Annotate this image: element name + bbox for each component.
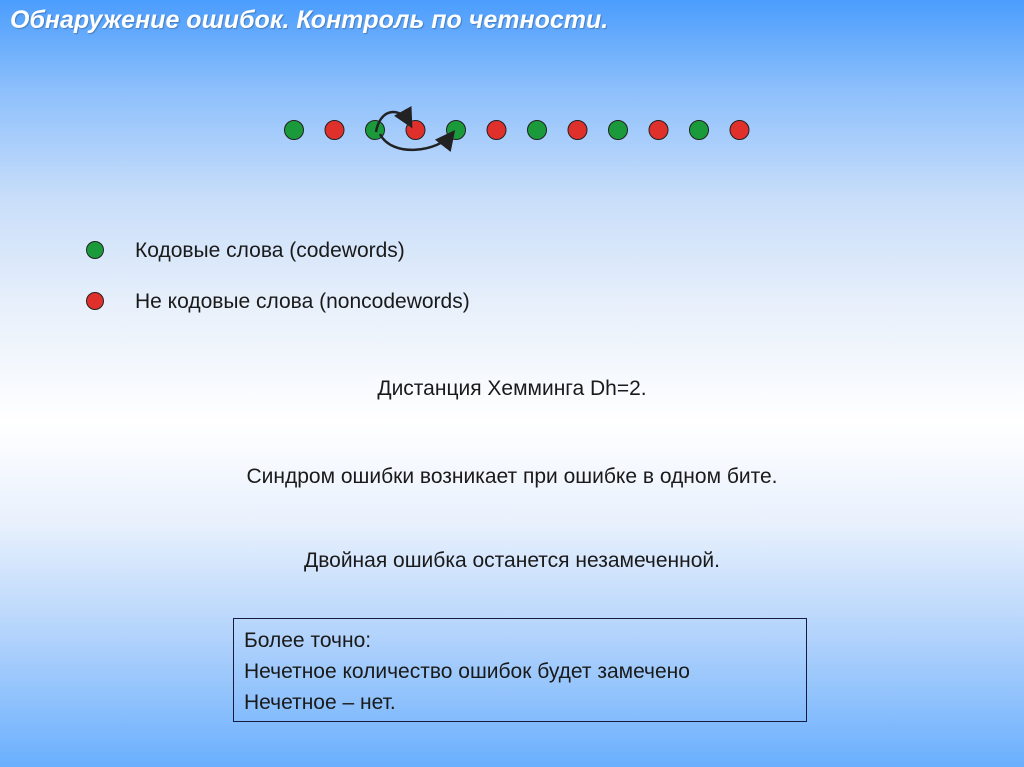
syndrome-text: Синдром ошибки возникает при ошибке в одном бите. [246, 465, 778, 488]
codeword-dot-diagram [0, 0, 1024, 200]
hamming-distance-text: Дистанция Хемминга Dh=2. [377, 377, 647, 400]
noncodeword-dot [649, 121, 668, 140]
note-line-3: Нечетное – нет. [244, 691, 396, 714]
note-line-2: Нечетное количество ошибок будет замечено [244, 660, 690, 683]
noncodeword-legend-label: Не кодовые слова (noncodewords) [135, 290, 470, 313]
double-error-text: Двойная ошибка останется незамеченной. [304, 549, 720, 572]
codeword-legend-dot [86, 241, 104, 259]
codeword-dot [285, 121, 304, 140]
codeword-dot [528, 121, 547, 140]
noncodeword-dot [487, 121, 506, 140]
slide-title: Обнаружение ошибок. Контроль по четности. [10, 6, 609, 34]
note-line-1: Более точно: [244, 629, 372, 652]
codeword-legend-label: Кодовые слова (codewords) [135, 239, 405, 262]
note-box [233, 618, 807, 722]
codeword-dot [609, 121, 628, 140]
noncodeword-legend-dot [86, 292, 104, 310]
noncodeword-dot [730, 121, 749, 140]
noncodeword-dot [325, 121, 344, 140]
noncodeword-dot [568, 121, 587, 140]
codeword-dot [690, 121, 709, 140]
